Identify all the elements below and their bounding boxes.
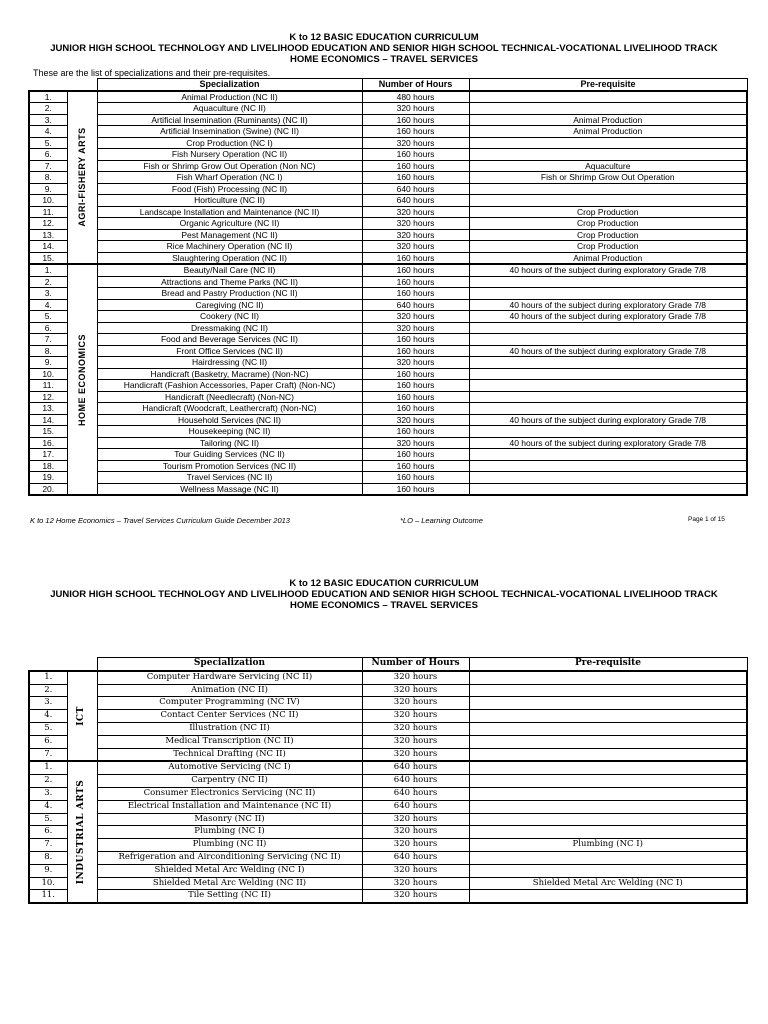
specialization-cell: Computer Hardware Servicing (NC II)	[97, 671, 362, 684]
prerequisite-cell: Crop Production	[469, 241, 747, 253]
prerequisite-cell	[469, 449, 747, 461]
group-label: INDUSTRIAL ARTS	[76, 780, 87, 885]
specialization-cell: Front Office Services (NC II)	[97, 345, 362, 357]
prerequisite-cell	[469, 426, 747, 438]
group-label-cell	[67, 264, 97, 495]
row-number-cell: 2.	[29, 103, 67, 115]
specialization-cell: Animation (NC II)	[97, 684, 362, 697]
prerequisite-cell	[469, 710, 747, 723]
table-row	[29, 437, 747, 449]
table-row	[29, 449, 747, 461]
hours-cell: 160 hours	[362, 368, 469, 380]
prerequisite-cell	[469, 103, 747, 115]
prerequisite-cell: Animal Production	[469, 126, 747, 138]
prerequisite-cell	[469, 890, 747, 903]
specialization-cell: Aquaculture (NC II)	[97, 103, 362, 115]
table-row	[29, 195, 747, 207]
hours-cell: 320 hours	[362, 697, 469, 710]
specializations-table-1	[28, 78, 748, 496]
prerequisite-cell: Plumbing (NC I)	[469, 839, 747, 852]
table-row	[29, 800, 747, 813]
prerequisite-cell: Animal Production	[469, 252, 747, 264]
table-section-home-economics	[29, 264, 747, 495]
table-row	[29, 91, 747, 103]
hours-cell: 160 hours	[362, 114, 469, 126]
row-number-cell: 12.	[29, 218, 67, 230]
table-section-industrial-arts	[29, 761, 747, 903]
table-row	[29, 288, 747, 300]
row-number-cell: 4.	[29, 800, 67, 813]
group-label: ICT	[76, 706, 87, 726]
row-number-cell: 4.	[29, 299, 67, 311]
row-number-cell: 6.	[29, 826, 67, 839]
prerequisite-cell: 40 hours of the subject during exploratory Grade 7/8	[469, 264, 747, 276]
table-row	[29, 426, 747, 438]
prerequisite-cell	[469, 380, 747, 392]
prerequisite-cell: Crop Production	[469, 218, 747, 230]
prerequisite-cell	[469, 357, 747, 369]
table-row	[29, 368, 747, 380]
specialization-cell: Food and Beverage Services (NC II)	[97, 334, 362, 346]
row-number-cell: 15.	[29, 426, 67, 438]
prerequisite-cell	[469, 826, 747, 839]
row-number-cell: 5.	[29, 311, 67, 323]
group-label-cell	[67, 671, 97, 762]
table-header-row	[29, 658, 747, 671]
row-number-cell: 1.	[29, 671, 67, 684]
specialization-cell: Caregiving (NC II)	[97, 299, 362, 311]
footer-lo-note: *LO – Learning Outcome	[400, 516, 483, 525]
prerequisite-cell: Shielded Metal Arc Welding (NC I)	[469, 877, 747, 890]
table-row	[29, 160, 747, 172]
table-row	[29, 414, 747, 426]
row-number-cell: 7.	[29, 839, 67, 852]
specialization-cell: Animal Production (NC II)	[97, 91, 362, 103]
prerequisite-cell	[469, 183, 747, 195]
specialization-cell: Travel Services (NC II)	[97, 472, 362, 484]
hours-cell: 640 hours	[362, 775, 469, 788]
specialization-cell: Crop Production (NC I)	[97, 137, 362, 149]
prerequisite-cell	[469, 460, 747, 472]
specialization-cell: Attractions and Theme Parks (NC II)	[97, 276, 362, 288]
specializations-table-2	[28, 657, 748, 904]
hours-cell: 320 hours	[362, 839, 469, 852]
row-number-cell: 1.	[29, 761, 67, 774]
table-row	[29, 391, 747, 403]
hours-cell: 160 hours	[362, 460, 469, 472]
specialization-cell: Medical Transcription (NC II)	[97, 735, 362, 748]
specialization-cell: Housekeeping (NC II)	[97, 426, 362, 438]
row-number-cell: 11.	[29, 206, 67, 218]
table-row	[29, 748, 747, 761]
specialization-cell: Pest Management (NC II)	[97, 229, 362, 241]
hours-cell: 480 hours	[362, 91, 469, 103]
table-row	[29, 864, 747, 877]
row-number-cell: 3.	[29, 697, 67, 710]
table-row	[29, 671, 747, 684]
hours-cell: 320 hours	[362, 357, 469, 369]
row-number-cell: 15.	[29, 252, 67, 264]
prerequisite-cell	[469, 276, 747, 288]
row-number-cell: 8.	[29, 345, 67, 357]
table-row	[29, 697, 747, 710]
row-number-cell: 20.	[29, 483, 67, 495]
table-row	[29, 735, 747, 748]
row-number-cell: 4.	[29, 126, 67, 138]
hours-cell: 320 hours	[362, 437, 469, 449]
specialization-cell: Handicraft (Woodcraft, Leathercraft) (Non-NC)	[97, 403, 362, 415]
prerequisite-cell	[469, 787, 747, 800]
table-header-row	[29, 79, 747, 91]
specialization-cell: Handicraft (Basketry, Macrame) (Non-NC)	[97, 368, 362, 380]
hours-cell: 160 hours	[362, 345, 469, 357]
prerequisite-cell	[469, 391, 747, 403]
hours-cell: 320 hours	[362, 322, 469, 334]
specialization-cell: Bread and Pastry Production (NC II)	[97, 288, 362, 300]
table-row	[29, 149, 747, 161]
hours-cell: 320 hours	[362, 748, 469, 761]
table-row	[29, 787, 747, 800]
group-label: AGRI-FISHERY ARTS	[76, 127, 87, 227]
hours-cell: 320 hours	[362, 710, 469, 723]
table-section-ict	[29, 671, 747, 762]
specialization-cell: Organic Agriculture (NC II)	[97, 218, 362, 230]
prerequisite-cell	[469, 334, 747, 346]
table-row	[29, 483, 747, 495]
prerequisite-cell	[469, 91, 747, 103]
specialization-cell: Shielded Metal Arc Welding (NC I)	[97, 864, 362, 877]
hours-cell: 160 hours	[362, 426, 469, 438]
hours-cell: 160 hours	[362, 472, 469, 484]
hours-cell: 160 hours	[362, 149, 469, 161]
row-number-cell: 10.	[29, 368, 67, 380]
prerequisite-cell	[469, 800, 747, 813]
table-row	[29, 183, 747, 195]
hours-cell: 320 hours	[362, 826, 469, 839]
row-number-cell: 7.	[29, 748, 67, 761]
prerequisite-cell	[469, 748, 747, 761]
specialization-cell: Household Services (NC II)	[97, 414, 362, 426]
row-number-cell: 3.	[29, 114, 67, 126]
specialization-cell: Electrical Installation and Maintenance (NC II)	[97, 800, 362, 813]
row-number-cell: 14.	[29, 414, 67, 426]
hours-cell: 160 hours	[362, 449, 469, 461]
hours-cell: 320 hours	[362, 218, 469, 230]
prerequisite-cell: 40 hours of the subject during exploratory Grade 7/8	[469, 437, 747, 449]
table-row	[29, 172, 747, 184]
table-row	[29, 334, 747, 346]
hours-cell: 160 hours	[362, 160, 469, 172]
col-header-hours: Number of Hours	[362, 658, 469, 671]
table-row	[29, 345, 747, 357]
hours-cell: 160 hours	[362, 264, 469, 276]
table-row	[29, 311, 747, 323]
hours-cell: 320 hours	[362, 722, 469, 735]
hours-cell: 320 hours	[362, 311, 469, 323]
table-row	[29, 890, 747, 903]
specialization-cell: Rice Machinery Operation (NC II)	[97, 241, 362, 253]
prerequisite-cell	[469, 761, 747, 774]
row-number-cell: 16.	[29, 437, 67, 449]
table-row	[29, 206, 747, 218]
hours-cell: 640 hours	[362, 183, 469, 195]
group-label-cell	[67, 91, 97, 265]
table-row	[29, 684, 747, 697]
doc-header-line-2: JUNIOR HIGH SCHOOL TECHNOLOGY AND LIVELIHOOD EDUCATION AND SENIOR HIGH SCHOOL TECHNICAL-VOCATIONAL LIVELIHOOD TRACK	[50, 589, 718, 600]
hours-cell: 640 hours	[362, 851, 469, 864]
hours-cell: 320 hours	[362, 137, 469, 149]
specialization-cell: Handicraft (Needlecraft) (Non-NC)	[97, 391, 362, 403]
table-row	[29, 380, 747, 392]
footer-guide-title: K to 12 Home Economics – Travel Services Curriculum Guide December 2013	[30, 516, 290, 525]
prerequisite-cell	[469, 195, 747, 207]
intro-note: These are the list of specializations and their pre-requisites.	[33, 68, 271, 78]
row-number-cell: 5.	[29, 137, 67, 149]
prerequisite-cell	[469, 684, 747, 697]
prerequisite-cell	[469, 851, 747, 864]
prerequisite-cell	[469, 483, 747, 495]
hours-cell: 640 hours	[362, 299, 469, 311]
specialization-cell: Fish Nursery Operation (NC II)	[97, 149, 362, 161]
specialization-cell: Fish or Shrimp Grow Out Operation (Non NC)	[97, 160, 362, 172]
table-row	[29, 722, 747, 735]
hours-cell: 160 hours	[362, 483, 469, 495]
hours-cell: 640 hours	[362, 761, 469, 774]
row-number-cell: 9.	[29, 183, 67, 195]
specialization-cell: Beauty/Nail Care (NC II)	[97, 264, 362, 276]
table-row	[29, 826, 747, 839]
row-number-cell: 3.	[29, 787, 67, 800]
row-number-cell: 2.	[29, 775, 67, 788]
hours-cell: 320 hours	[362, 813, 469, 826]
table-row	[29, 103, 747, 115]
table-row	[29, 472, 747, 484]
row-number-cell: 10.	[29, 877, 67, 890]
table-row	[29, 218, 747, 230]
table-row	[29, 851, 747, 864]
row-number-cell: 6.	[29, 149, 67, 161]
table-row	[29, 241, 747, 253]
prerequisite-cell: Aquaculture	[469, 160, 747, 172]
specialization-cell: Handicraft (Fashion Accessories, Paper Craft) (Non-NC)	[97, 380, 362, 392]
group-label: HOME ECONOMICS	[76, 333, 87, 426]
hours-cell: 160 hours	[362, 380, 469, 392]
table-row	[29, 299, 747, 311]
hours-cell: 320 hours	[362, 103, 469, 115]
prerequisite-cell	[469, 288, 747, 300]
footer-page-number: Page 1 of 15	[688, 516, 725, 523]
specialization-cell: Tile Setting (NC II)	[97, 890, 362, 903]
hours-cell: 320 hours	[362, 890, 469, 903]
prerequisite-cell	[469, 149, 747, 161]
row-number-cell: 8.	[29, 851, 67, 864]
doc-header-line-1: K to 12 BASIC EDUCATION CURRICULUM	[289, 578, 479, 589]
doc-header-line-2: JUNIOR HIGH SCHOOL TECHNOLOGY AND LIVELIHOOD EDUCATION AND SENIOR HIGH SCHOOL TECHNICAL-VOCATIONAL LIVELIHOOD TRACK	[50, 43, 718, 54]
hours-cell: 160 hours	[362, 403, 469, 415]
table-row	[29, 357, 747, 369]
specialization-cell: Plumbing (NC II)	[97, 839, 362, 852]
table-row	[29, 114, 747, 126]
prerequisite-cell: Crop Production	[469, 206, 747, 218]
table-row	[29, 775, 747, 788]
doc-header-line-3: HOME ECONOMICS – TRAVEL SERVICES	[290, 54, 478, 65]
row-number-cell: 11.	[29, 890, 67, 903]
table-row	[29, 877, 747, 890]
row-number-cell: 7.	[29, 160, 67, 172]
specialization-cell: Tailoring (NC II)	[97, 437, 362, 449]
table-row	[29, 761, 747, 774]
prerequisite-cell: 40 hours of the subject during exploratory Grade 7/8	[469, 299, 747, 311]
col-header-specialization: Specialization	[97, 79, 362, 91]
row-number-cell: 7.	[29, 334, 67, 346]
row-number-cell: 4.	[29, 710, 67, 723]
row-number-cell: 11.	[29, 380, 67, 392]
prerequisite-cell	[469, 368, 747, 380]
prerequisite-cell: Fish or Shrimp Grow Out Operation	[469, 172, 747, 184]
col-header-prerequisite: Pre-requisite	[469, 658, 747, 671]
specialization-cell: Horticulture (NC II)	[97, 195, 362, 207]
prerequisite-cell	[469, 671, 747, 684]
prerequisite-cell: 40 hours of the subject during exploratory Grade 7/8	[469, 311, 747, 323]
specialization-cell: Plumbing (NC I)	[97, 826, 362, 839]
row-number-cell: 1.	[29, 91, 67, 103]
hours-cell: 320 hours	[362, 241, 469, 253]
specialization-cell: Artificial Insemination (Ruminants) (NC II)	[97, 114, 362, 126]
group-label-cell	[67, 761, 97, 903]
table-section-agri-fishery-arts	[29, 91, 747, 265]
col-header-hours: Number of Hours	[362, 79, 469, 91]
hours-cell: 160 hours	[362, 391, 469, 403]
specialization-cell: Tourism Promotion Services (NC II)	[97, 460, 362, 472]
table-row	[29, 403, 747, 415]
specialization-cell: Refrigeration and Airconditioning Servicing (NC II)	[97, 851, 362, 864]
prerequisite-cell: Animal Production	[469, 114, 747, 126]
specialization-cell: Cookery (NC II)	[97, 311, 362, 323]
prerequisite-cell	[469, 137, 747, 149]
hours-cell: 320 hours	[362, 206, 469, 218]
row-number-cell: 9.	[29, 357, 67, 369]
hours-cell: 160 hours	[362, 172, 469, 184]
prerequisite-cell	[469, 775, 747, 788]
row-number-cell: 2.	[29, 276, 67, 288]
row-number-cell: 17.	[29, 449, 67, 461]
prerequisite-cell	[469, 472, 747, 484]
row-number-cell: 5.	[29, 813, 67, 826]
table-row	[29, 322, 747, 334]
prerequisite-cell: 40 hours of the subject during exploratory Grade 7/8	[469, 414, 747, 426]
specialization-cell: Food (Fish) Processing (NC II)	[97, 183, 362, 195]
hours-cell: 320 hours	[362, 864, 469, 877]
row-number-cell: 10.	[29, 195, 67, 207]
row-number-cell: 2.	[29, 684, 67, 697]
hours-cell: 640 hours	[362, 195, 469, 207]
document-page-2	[0, 570, 768, 611]
specialization-cell: Technical Drafting (NC II)	[97, 748, 362, 761]
hours-cell: 320 hours	[362, 229, 469, 241]
specialization-cell: Illustration (NC II)	[97, 722, 362, 735]
hours-cell: 320 hours	[362, 671, 469, 684]
hours-cell: 160 hours	[362, 252, 469, 264]
prerequisite-cell: Crop Production	[469, 229, 747, 241]
row-number-cell: 6.	[29, 735, 67, 748]
row-number-cell: 13.	[29, 403, 67, 415]
specialization-cell: Landscape Installation and Maintenance (NC II)	[97, 206, 362, 218]
row-number-cell: 9.	[29, 864, 67, 877]
specialization-cell: Slaughtering Operation (NC II)	[97, 252, 362, 264]
specialization-cell: Artificial Insemination (Swine) (NC II)	[97, 126, 362, 138]
row-number-cell: 18.	[29, 460, 67, 472]
row-number-cell: 1.	[29, 264, 67, 276]
hours-cell: 640 hours	[362, 800, 469, 813]
table-row	[29, 839, 747, 852]
doc-header-line-1: K to 12 BASIC EDUCATION CURRICULUM	[289, 32, 479, 43]
prerequisite-cell: 40 hours of the subject during exploratory Grade 7/8	[469, 345, 747, 357]
prerequisite-cell	[469, 813, 747, 826]
hours-cell: 160 hours	[362, 288, 469, 300]
table-row	[29, 460, 747, 472]
specialization-cell: Tour Guiding Services (NC II)	[97, 449, 362, 461]
prerequisite-cell	[469, 864, 747, 877]
table-row	[29, 126, 747, 138]
hours-cell: 320 hours	[362, 684, 469, 697]
specialization-cell: Contact Center Services (NC II)	[97, 710, 362, 723]
specialization-cell: Dressmaking (NC II)	[97, 322, 362, 334]
specialization-cell: Hairdressing (NC II)	[97, 357, 362, 369]
row-number-cell: 8.	[29, 172, 67, 184]
table-row	[29, 276, 747, 288]
table-row	[29, 813, 747, 826]
hours-cell: 320 hours	[362, 735, 469, 748]
specialization-cell: Fish Wharf Operation (NC I)	[97, 172, 362, 184]
hours-cell: 160 hours	[362, 276, 469, 288]
hours-cell: 640 hours	[362, 787, 469, 800]
row-number-cell: 3.	[29, 288, 67, 300]
specialization-cell: Carpentry (NC II)	[97, 775, 362, 788]
col-header-specialization: Specialization	[97, 658, 362, 671]
row-number-cell: 5.	[29, 722, 67, 735]
table-row	[29, 252, 747, 264]
hours-cell: 160 hours	[362, 126, 469, 138]
row-number-cell: 19.	[29, 472, 67, 484]
col-header-prerequisite: Pre-requisite	[469, 79, 747, 91]
specialization-cell: Computer Programming (NC IV)	[97, 697, 362, 710]
table-row	[29, 229, 747, 241]
specialization-cell: Shielded Metal Arc Welding (NC II)	[97, 877, 362, 890]
prerequisite-cell	[469, 735, 747, 748]
hours-cell: 320 hours	[362, 877, 469, 890]
table-row	[29, 264, 747, 276]
table-row	[29, 710, 747, 723]
row-number-cell: 12.	[29, 391, 67, 403]
hours-cell: 320 hours	[362, 414, 469, 426]
hours-cell: 160 hours	[362, 334, 469, 346]
table-row	[29, 137, 747, 149]
row-number-cell: 14.	[29, 241, 67, 253]
row-number-cell: 6.	[29, 322, 67, 334]
specialization-cell: Automotive Servicing (NC I)	[97, 761, 362, 774]
prerequisite-cell	[469, 697, 747, 710]
prerequisite-cell	[469, 722, 747, 735]
doc-header-line-3: HOME ECONOMICS – TRAVEL SERVICES	[290, 600, 478, 611]
specialization-cell: Wellness Massage (NC II)	[97, 483, 362, 495]
specialization-cell: Masonry (NC II)	[97, 813, 362, 826]
prerequisite-cell	[469, 322, 747, 334]
specialization-cell: Consumer Electronics Servicing (NC II)	[97, 787, 362, 800]
row-number-cell: 13.	[29, 229, 67, 241]
prerequisite-cell	[469, 403, 747, 415]
